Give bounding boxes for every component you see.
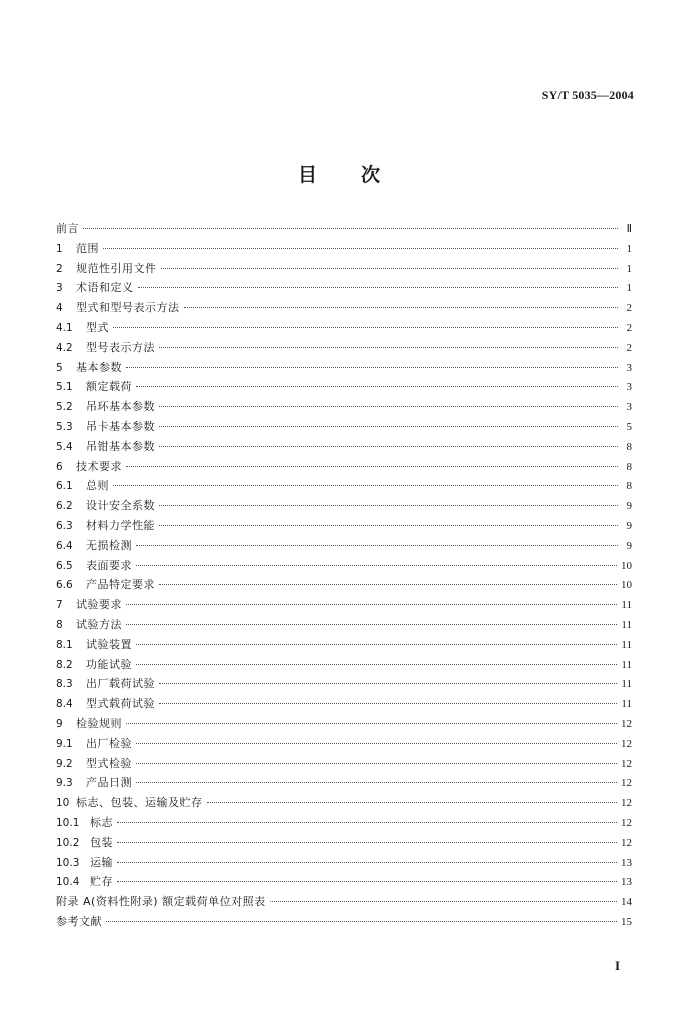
- toc-entry-page: 2: [626, 341, 632, 354]
- toc-entry-page: 12: [621, 737, 632, 750]
- toc-entry-title: 额定载荷: [86, 380, 132, 394]
- toc-entry-page: 9: [626, 519, 632, 532]
- toc-entry[interactable]: [56, 438, 632, 458]
- toc-entry-page: 13: [621, 856, 632, 869]
- toc-leader-dots: [126, 466, 618, 467]
- toc-leader-dots: [126, 624, 617, 625]
- toc-entry-number: 5.4: [56, 440, 73, 453]
- toc-entry[interactable]: [56, 220, 632, 240]
- toc-entry[interactable]: [56, 319, 632, 339]
- toc-entry-page: 12: [621, 836, 632, 849]
- toc-entry-title: 吊环基本参数: [86, 400, 155, 414]
- toc-entry[interactable]: [56, 576, 632, 596]
- toc-entry-title: 设计安全系数: [86, 499, 155, 513]
- toc-entry[interactable]: [56, 755, 632, 775]
- toc-leader-dots: [113, 485, 618, 486]
- toc-entry-title: 包装: [90, 835, 113, 849]
- toc-entry[interactable]: [56, 557, 632, 577]
- toc-entry[interactable]: [56, 873, 632, 893]
- toc-entry-page: 12: [621, 757, 632, 770]
- toc-entry[interactable]: [56, 735, 632, 755]
- toc-entry-number: 5.2: [56, 401, 73, 414]
- toc-leader-dots: [136, 565, 617, 566]
- toc-entry-number: 9: [56, 717, 63, 730]
- toc-entry-number: 8.1: [56, 638, 73, 651]
- toc-entry-number: 9.1: [56, 737, 73, 750]
- toc-entry[interactable]: [56, 260, 632, 280]
- toc-leader-dots: [159, 683, 617, 684]
- toc-entry-number: 6.5: [56, 559, 73, 572]
- toc-entry-number: 6.3: [56, 519, 73, 532]
- toc-leader-dots: [136, 545, 618, 546]
- toc-leader-dots: [136, 664, 617, 665]
- toc-entry-title: 术语和定义: [76, 281, 134, 295]
- toc-entry-title: 基本参数: [76, 360, 122, 374]
- document-code: SY/T 5035—2004: [541, 88, 634, 102]
- toc-entry-number: 8.3: [56, 678, 73, 691]
- toc-entry[interactable]: [56, 359, 632, 379]
- toc-entry[interactable]: [56, 378, 632, 398]
- toc-entry-title: 无损检测: [86, 538, 132, 552]
- toc-entry-page: 5: [626, 420, 632, 433]
- toc-entry-number: 6.2: [56, 500, 73, 513]
- toc-entry[interactable]: [56, 279, 632, 299]
- toc-entry-page: Ⅱ: [626, 223, 632, 235]
- toc-entry[interactable]: [56, 636, 632, 656]
- toc-entry-number: 4: [56, 302, 63, 315]
- toc-leader-dots: [126, 367, 618, 368]
- toc-entry-page: 9: [626, 500, 632, 513]
- toc-entry[interactable]: [56, 834, 632, 854]
- toc-entry[interactable]: [56, 774, 632, 794]
- toc-leader-dots: [184, 307, 619, 308]
- toc-entry-number: 4.1: [56, 321, 73, 334]
- toc-entry-page: 12: [621, 816, 632, 829]
- toc-entry-page: 11: [621, 698, 632, 711]
- toc-leader-dots: [159, 584, 617, 585]
- toc-leader-dots: [159, 347, 618, 348]
- toc-entry-number: 2: [56, 262, 63, 275]
- toc-entry-number: 6.4: [56, 539, 73, 552]
- toc-entry-page: 3: [626, 361, 632, 374]
- toc-entry-title: 出厂检验: [86, 736, 132, 750]
- toc-entry-page: 11: [621, 599, 632, 612]
- toc-entry[interactable]: [56, 656, 632, 676]
- toc-entry-title: 前言: [56, 222, 79, 235]
- toc-entry-page: 2: [626, 302, 632, 315]
- toc-entry[interactable]: [56, 854, 632, 874]
- toc-entry-page: 1: [626, 242, 632, 255]
- toc-entry-title: 参考文献: [56, 914, 102, 928]
- toc-entry-title: 附录 A(资料性附录) 额定载荷单位对照表: [56, 895, 266, 909]
- toc-entry-title: 范围: [76, 241, 99, 255]
- toc-entry-title: 型式检验: [86, 756, 132, 770]
- toc-leader-dots: [159, 525, 618, 526]
- toc-entry[interactable]: [56, 458, 632, 478]
- toc-entry-title: 试验装置: [86, 637, 132, 651]
- toc-leader-dots: [113, 327, 618, 328]
- toc-entry[interactable]: [56, 240, 632, 260]
- toc-entry[interactable]: [56, 675, 632, 695]
- toc-entry-number: 7: [56, 599, 63, 612]
- toc-leader-dots: [117, 822, 617, 823]
- toc-entry-title: 功能试验: [86, 657, 132, 671]
- toc-entry-page: 11: [621, 638, 632, 651]
- toc-leader-dots: [136, 743, 617, 744]
- toc-entry-number: 8: [56, 618, 63, 631]
- toc-leader-dots: [159, 426, 618, 427]
- toc-entry-title: 标志: [90, 815, 113, 829]
- toc-entry-title: 技术要求: [76, 459, 122, 473]
- toc-entry-title: 出厂载荷试验: [86, 677, 155, 691]
- toc-entry-number: 6.6: [56, 579, 73, 592]
- toc-entry-number: 5.1: [56, 381, 73, 394]
- toc-entry-page: 11: [621, 658, 632, 671]
- toc-entry-title: 吊卡基本参数: [86, 419, 155, 433]
- toc-leader-dots: [117, 862, 617, 863]
- toc-entry-title: 型式: [86, 320, 109, 334]
- toc-entry[interactable]: [56, 339, 632, 359]
- toc-entry-title: 运输: [90, 855, 113, 869]
- toc-entry[interactable]: [56, 497, 632, 517]
- toc-leader-dots: [136, 644, 617, 645]
- toc-leader-dots: [106, 921, 617, 922]
- toc-entry-title: 吊钳基本参数: [86, 439, 155, 453]
- toc-entry-page: 15: [621, 915, 632, 928]
- toc-entry-title: 试验要求: [76, 598, 122, 612]
- toc-leader-dots: [136, 386, 618, 387]
- toc-leader-dots: [161, 268, 619, 269]
- toc-entry[interactable]: [56, 913, 632, 933]
- toc-leader-dots: [136, 763, 617, 764]
- toc-leader-dots: [159, 406, 618, 407]
- toc-entry-number: 10.4: [56, 876, 80, 889]
- toc-leader-dots: [136, 782, 617, 783]
- toc-entry-number: 4.2: [56, 341, 73, 354]
- toc-entry-number: 9.2: [56, 757, 73, 770]
- toc-entry-title: 规范性引用文件: [76, 261, 157, 275]
- toc-entry-number: 10.2: [56, 836, 80, 849]
- toc-leader-dots: [103, 248, 618, 249]
- toc-entry-page: 12: [621, 797, 632, 810]
- toc-entry-number: 1: [56, 242, 63, 255]
- toc-entry[interactable]: [56, 616, 632, 636]
- toc-entry-title: 表面要求: [86, 558, 132, 572]
- toc-entry[interactable]: [56, 418, 632, 438]
- toc-entry-page: 2: [626, 321, 632, 334]
- toc-leader-dots: [117, 881, 617, 882]
- toc-leader-dots: [138, 287, 619, 288]
- page-title: [0, 160, 680, 187]
- toc-entry-title: 标志、包装、运输及贮存: [76, 796, 203, 810]
- toc-entry-page: 11: [621, 618, 632, 631]
- toc-leader-dots: [159, 703, 617, 704]
- toc-entry-title: 型号表示方法: [86, 340, 155, 354]
- toc-entry-page: 8: [626, 440, 632, 453]
- toc-entry-title: 检验规则: [76, 716, 122, 730]
- toc-entry-page: 8: [626, 460, 632, 473]
- toc-entry-number: 6.1: [56, 480, 73, 493]
- toc-entry-title: 产品特定要求: [86, 578, 155, 592]
- toc-entry[interactable]: [56, 794, 632, 814]
- toc-entry-page: 1: [626, 262, 632, 275]
- toc-entry-title: 贮存: [90, 875, 113, 889]
- toc-entry[interactable]: [56, 398, 632, 418]
- toc-entry-title: 型式和型号表示方法: [76, 301, 180, 315]
- toc-entry-number: 8.4: [56, 698, 73, 711]
- toc-entry-page: 3: [626, 401, 632, 414]
- toc-entry-number: 8.2: [56, 658, 73, 671]
- toc-entry[interactable]: [56, 715, 632, 735]
- toc-entry-number: 10.3: [56, 856, 80, 869]
- toc-entry-page: 8: [626, 480, 632, 493]
- toc-leader-dots: [207, 802, 618, 803]
- toc-entry[interactable]: [56, 517, 632, 537]
- toc-leader-dots: [270, 901, 617, 902]
- toc-entry-page: 10: [621, 559, 632, 572]
- toc-entry-number: 5: [56, 361, 63, 374]
- toc-entry[interactable]: [56, 596, 632, 616]
- toc-entry-title: 总则: [86, 479, 109, 493]
- toc-entry-page: 11: [621, 678, 632, 691]
- toc-entry[interactable]: [56, 893, 632, 913]
- toc-entry-page: 13: [621, 876, 632, 889]
- toc-leader-dots: [126, 723, 617, 724]
- title-char-2: 次: [361, 164, 383, 186]
- toc-entry-number: 10: [56, 797, 70, 810]
- page-number: I: [614, 958, 620, 973]
- toc-entry-number: 6: [56, 460, 63, 473]
- toc-leader-dots: [117, 842, 617, 843]
- toc-entry[interactable]: [56, 477, 632, 497]
- toc-leader-dots: [159, 446, 618, 447]
- toc-leader-dots: [83, 228, 618, 229]
- toc-entry-page: 9: [626, 539, 632, 552]
- toc-leader-dots: [126, 604, 617, 605]
- toc-entry-number: 3: [56, 282, 63, 295]
- toc-entry-page: 14: [621, 896, 632, 909]
- title-char-1: 目: [297, 164, 319, 186]
- toc-entry-page: 12: [621, 777, 632, 790]
- toc-entry-number: 9.3: [56, 777, 73, 790]
- toc-entry[interactable]: [56, 537, 632, 557]
- toc-entry[interactable]: [56, 299, 632, 319]
- toc-entry-page: 10: [621, 579, 632, 592]
- toc-entry-page: 12: [621, 717, 632, 730]
- toc-entry-page: 1: [626, 282, 632, 295]
- toc-leader-dots: [159, 505, 618, 506]
- toc-entry-number: 5.3: [56, 420, 73, 433]
- toc-entry[interactable]: [56, 695, 632, 715]
- toc-entry[interactable]: [56, 814, 632, 834]
- toc-entry-title: 材料力学性能: [86, 518, 155, 532]
- toc-entry-number: 10.1: [56, 816, 80, 829]
- toc-entry-title: 型式载荷试验: [86, 697, 155, 711]
- table-of-contents: [56, 220, 632, 933]
- toc-entry-title: 试验方法: [76, 617, 122, 631]
- toc-entry-title: 产品日测: [86, 776, 132, 790]
- toc-entry-page: 3: [626, 381, 632, 394]
